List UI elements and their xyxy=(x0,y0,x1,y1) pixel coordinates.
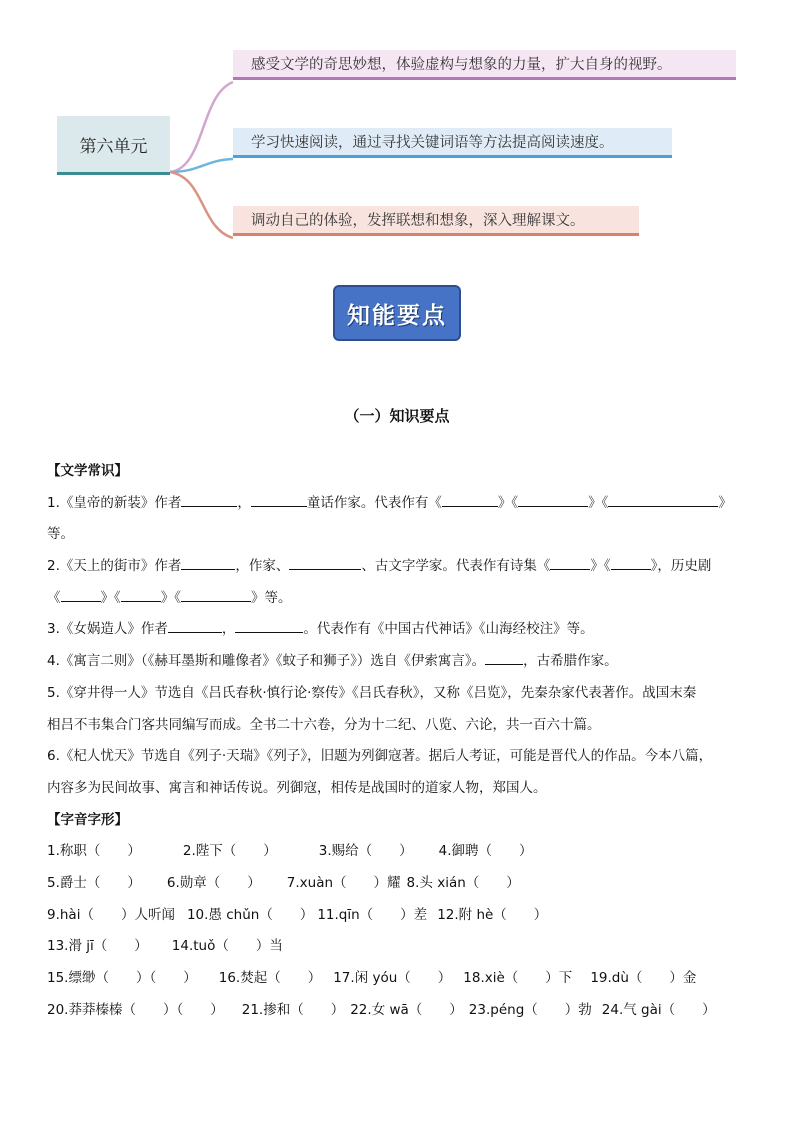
blank[interactable] xyxy=(235,618,303,633)
q2-e: 》，历史剧 xyxy=(650,558,712,575)
pron-row-6 xyxy=(47,995,759,1027)
goal-2: 学习快速阅读，通过寻找关键词语等方法提高阅读速度。 xyxy=(233,128,672,158)
q5-line: 5.《穿井得一人》节选自《吕氏春秋·慎行论·察传》《吕氏春秋》，又称《吕览》，先秦杂家代表著作。战国末秦 xyxy=(47,684,697,701)
q1-g: 等。 xyxy=(47,526,74,543)
q3-a: 3.《女娲造人》作者 xyxy=(47,621,168,638)
q2-a: 2.《天上的街市》作者 xyxy=(47,558,182,575)
q2-b: ，作家、 xyxy=(235,558,290,575)
pron-item: 18.xiè（ ）下 xyxy=(463,970,573,986)
goal-1: 感受文学的奇思妙想，体验虚构与想象的力量，扩大自身的视野。 xyxy=(233,50,736,80)
q3-line xyxy=(47,614,759,646)
q2-h: 》《 xyxy=(160,589,181,606)
q2-d: 》《 xyxy=(590,558,611,575)
q1-b: ， xyxy=(237,494,251,511)
q6-line2: 内容多为民间故事、寓言和神话传说。列御寇，相传是战国时的道家人物，郑国人。 xyxy=(47,779,547,796)
section-title: （一）知识要点 xyxy=(344,407,450,425)
pron-row-3 xyxy=(47,900,759,932)
pron-item: 2.陛下（ ） xyxy=(182,843,277,860)
q2-line2 xyxy=(47,583,759,615)
q6-line: 6.《杞人忧天》节选自《列子·天瑞》《列子》，旧题为列御寇著。据后人考证，可能是晋代人的作品。今本八篇， xyxy=(47,748,713,765)
pron-item: 14.tuǒ（ ）当 xyxy=(171,938,283,955)
pron-item: 22.女 wā（ ） xyxy=(350,1001,463,1018)
q3-b: ， xyxy=(221,621,236,638)
q3-c: 。代表作有《中国古代神话》《山海经校注》等。 xyxy=(303,621,594,638)
blank[interactable] xyxy=(121,587,161,602)
blank[interactable] xyxy=(181,492,237,507)
literature-heading: 【文学常识】 xyxy=(47,463,128,479)
pron-row-1 xyxy=(47,836,759,868)
blank[interactable] xyxy=(181,587,251,602)
pronunciation-heading: 【字音字形】 xyxy=(47,811,128,828)
blank[interactable] xyxy=(168,618,222,633)
blank[interactable] xyxy=(608,492,718,507)
blank[interactable] xyxy=(518,492,588,507)
q2-line xyxy=(47,551,759,583)
pron-row-2 xyxy=(47,868,759,900)
blank[interactable] xyxy=(611,555,651,570)
blank[interactable] xyxy=(181,555,235,570)
pron-item: 7.xuàn（ ）耀 xyxy=(286,874,401,891)
content-body xyxy=(47,456,759,1026)
pron-row-4 xyxy=(47,931,759,963)
q4-a: 4.《寓言二则》（《赫耳墨斯和雕像者》《蚊子和狮子》）选自《伊索寓言》。 xyxy=(47,653,486,670)
q4-b: ，古希腊作家。 xyxy=(523,653,618,670)
q1-c: 童话作家。代表作有《 xyxy=(306,494,442,511)
blank[interactable] xyxy=(289,555,361,570)
connector-goal3 xyxy=(170,172,233,238)
q5-line2: 相吕不韦集合门客共同编写而成。全书二十六卷，分为十二纪、八览、六论，共一百六十篇。 xyxy=(47,716,601,733)
pron-item: 20.莽莽榛榛（ ）（ ） xyxy=(47,1001,224,1018)
unit-label: 第六单元 xyxy=(57,116,170,175)
q1-e: 》《 xyxy=(588,494,609,511)
q1-f: 》 xyxy=(718,494,732,511)
blank[interactable] xyxy=(61,587,101,602)
q2-f: 《 xyxy=(47,589,61,606)
q4-line xyxy=(47,646,759,678)
pron-item: 23.péng（ ）勃 xyxy=(468,1001,592,1018)
pron-item: 6.勋章（ ） xyxy=(166,874,261,891)
q2-c: 、古文字学家。代表作有诗集《 xyxy=(361,558,551,575)
pron-item: 9.hài（ ）人听闻 xyxy=(47,906,175,923)
pron-item: 15.缥缈（ ）（ ） xyxy=(47,970,197,986)
q1-line2 xyxy=(47,519,759,551)
blank[interactable] xyxy=(485,650,523,665)
q2-g: 》《 xyxy=(100,589,121,606)
goal-3: 调动自己的体验，发挥联想和想象，深入理解课文。 xyxy=(233,206,639,236)
pron-item: 11.qīn（ ）差 xyxy=(317,906,428,923)
blank[interactable] xyxy=(550,555,590,570)
pron-item: 1.称职（ ） xyxy=(47,843,141,860)
pron-row-5 xyxy=(47,963,759,995)
pron-item: 16.焚起（ ） xyxy=(218,970,322,986)
blank[interactable] xyxy=(251,492,307,507)
q2-i: 》等。 xyxy=(251,589,292,606)
blank[interactable] xyxy=(442,492,498,507)
knowledge-badge: 知能要点 xyxy=(333,285,461,341)
pron-item: 4.御聘（ ） xyxy=(438,843,533,860)
pron-item: 17.闲 yóu（ ） xyxy=(333,970,452,986)
q1-d: 》《 xyxy=(497,494,519,511)
pron-item: 8.头 xián（ ） xyxy=(406,874,520,891)
pron-item: 12.附 hè（ ） xyxy=(437,906,548,923)
pron-item: 10.愚 chǔn（ ） xyxy=(186,906,314,923)
q1-line xyxy=(47,488,759,520)
pron-item: 19.dù（ ）金 xyxy=(590,970,697,986)
q1-a: 1.《皇帝的新装》作者 xyxy=(47,494,182,511)
connector-goal1 xyxy=(170,82,233,172)
pron-item: 24.气 gài（ ） xyxy=(601,1001,716,1018)
pron-item: 21.掺和（ ） xyxy=(241,1001,345,1018)
pron-item: 13.滑 jī（ ） xyxy=(47,938,148,955)
pron-item: 5.爵士（ ） xyxy=(47,874,141,891)
pron-item: 3.赐给（ ） xyxy=(318,843,413,860)
